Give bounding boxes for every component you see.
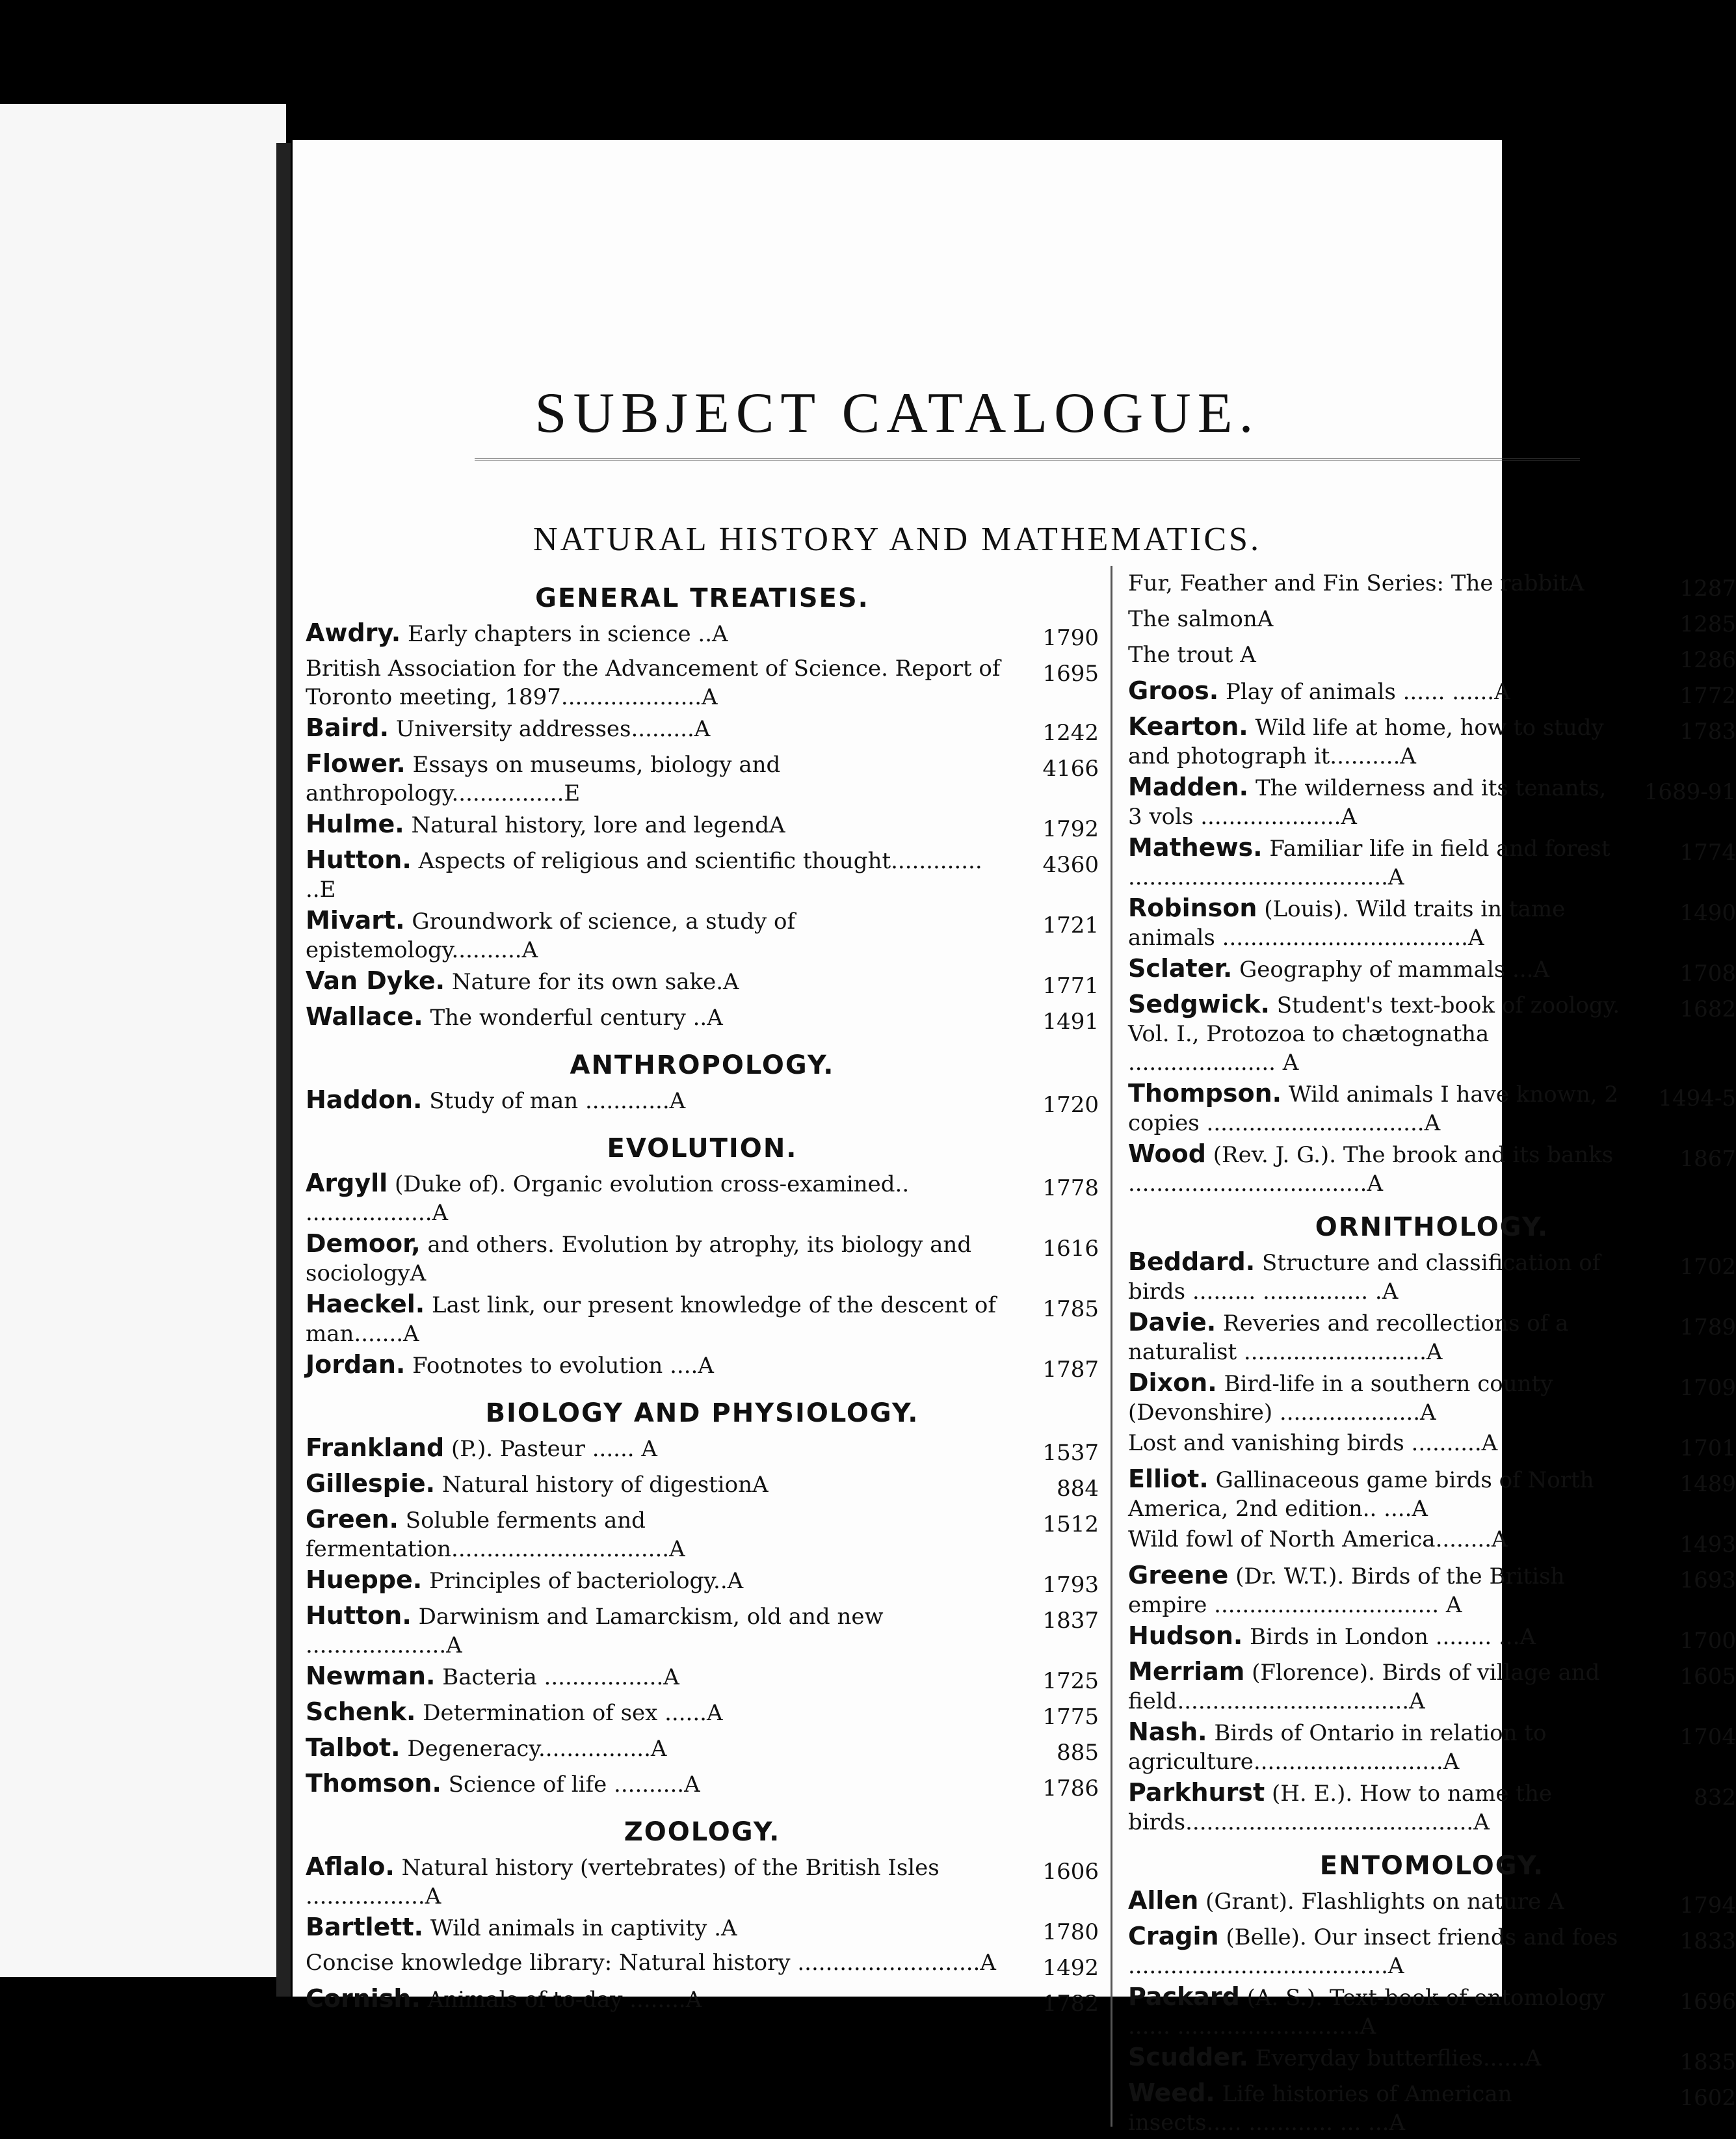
catalogue-entry: [306, 1565, 1099, 1599]
entry-title: Wild animals I have known, 2 copies ...............................A: [1128, 1082, 1619, 1136]
entry-number: 884: [1057, 1476, 1099, 1502]
entry-title: Fur, Feather and Fin Series: The rabbitA: [1128, 570, 1585, 596]
entry-author: Hulme.: [306, 810, 404, 838]
entry-number: 1789: [1679, 1314, 1736, 1340]
entry-number: 1720: [1042, 1092, 1099, 1118]
entry-number: 1606: [1042, 1859, 1099, 1885]
catalogue-entry: [1128, 1308, 1736, 1366]
entry-number: 1786: [1042, 1775, 1099, 1801]
catalogue-entry: [1128, 712, 1736, 771]
entry-author: Van Dyke.: [306, 966, 445, 995]
entry-number: 1772: [1679, 683, 1736, 709]
section-heading: ORNITHOLOGY.: [1315, 1212, 1549, 1242]
entry-title: Gallinaceous game birds of North America, 2nd edition.. ....A: [1128, 1467, 1594, 1522]
catalogue-entry: [1128, 2043, 1736, 2077]
entry-title: Study of man ............A: [429, 1088, 686, 1114]
catalogue-entry: [306, 1350, 1099, 1384]
entry-author: Kearton.: [1128, 712, 1248, 741]
catalogue-entry: [306, 713, 1099, 747]
section-heading: BIOLOGY AND PHYSIOLOGY.: [485, 1398, 919, 1428]
catalogue-entry: [1128, 641, 1736, 674]
entry-number: 1512: [1042, 1511, 1099, 1537]
entry-title: Animals of to-day ........A: [427, 1987, 702, 2013]
entry-title: and others. Evolution by atrophy, its biology and sociologyA: [306, 1232, 972, 1286]
catalogue-entry: [306, 1913, 1099, 1946]
entry-author: Weed.: [1128, 2079, 1215, 2107]
section-heading: ANTHROPOLOGY.: [570, 1050, 835, 1080]
entry-author: Baird.: [306, 713, 389, 742]
catalogue-page: [293, 140, 1736, 2136]
entry-author: Aflalo.: [306, 1852, 395, 1881]
entry-author: Beddard.: [1128, 1247, 1256, 1276]
catalogue-entry: [306, 1505, 1099, 1563]
catalogue-entry: [1128, 1139, 1736, 1198]
entry-title: Darwinism and Lamarckism, old and new ....................A: [306, 1604, 884, 1658]
entry-number: 1775: [1042, 1704, 1099, 1730]
entry-number: 4166: [1042, 756, 1099, 782]
catalogue-entry: [306, 1002, 1099, 1036]
entry-title: Nature for its own sake.A: [451, 969, 739, 995]
entry-title: Lost and vanishing birds ..........A: [1128, 1430, 1498, 1456]
entry-number: 1780: [1042, 1919, 1099, 1945]
catalogue-entry: [1128, 1368, 1736, 1427]
catalogue-entry: [1128, 1922, 1736, 1980]
entry-title: Bird-life in a southern county (Devonshire) ....................A: [1128, 1371, 1553, 1426]
catalogue-entry: [306, 1433, 1099, 1467]
catalogue-entry: [1128, 990, 1736, 1077]
entry-title: Early chapters in science ..A: [408, 621, 728, 647]
catalogue-entry: [1128, 773, 1736, 831]
entry-author: Elliot.: [1128, 1465, 1209, 1493]
entry-number: 1771: [1042, 973, 1099, 999]
entry-author: Cragin: [1128, 1922, 1219, 1950]
catalogue-entry: [306, 1769, 1099, 1803]
entry-title: Degeneracy................A: [407, 1736, 667, 1762]
entry-author: Hutton.: [306, 1601, 412, 1630]
catalogue-entry: [306, 1852, 1099, 1911]
page-title: SUBJECT CATALOGUE.: [534, 382, 1260, 445]
entry-title: British Association for the Advancement of Science. Report of Toronto meeting, 1897....................A: [306, 656, 1001, 710]
entry-author: Cornish.: [306, 1984, 421, 2013]
catalogue-entry: [1128, 1525, 1736, 1559]
entry-title: (Rev. J. G.). The brook and its banks ..................................A: [1128, 1142, 1614, 1197]
catalogue-entry: [1128, 1561, 1736, 1619]
entry-number: 1837: [1042, 1608, 1099, 1634]
entry-author: Nash.: [1128, 1718, 1207, 1746]
entry-number: 1709: [1679, 1375, 1736, 1401]
catalogue-entry: [1128, 833, 1736, 892]
entry-author: Talbot.: [306, 1733, 401, 1762]
entry-number: 1537: [1042, 1440, 1099, 1466]
entry-author: Demoor,: [306, 1229, 421, 1258]
entry-number: 1491: [1042, 1009, 1099, 1035]
entry-title: Play of animals ...... ......A: [1226, 679, 1510, 705]
entry-number: 1492: [1042, 1955, 1099, 1981]
entry-title: Everyday butterflies......A: [1255, 2045, 1542, 2071]
entry-author: Thompson.: [1128, 1079, 1282, 1108]
catalogue-entry: [306, 1984, 1099, 2018]
entry-title: Life histories of American insects..... ............ ... ...A: [1128, 2081, 1512, 2136]
entry-title: Last link, our present knowledge of the descent of man.......A: [306, 1292, 996, 1347]
catalogue-entry: [1128, 605, 1736, 639]
entry-author: Greene: [1128, 1561, 1229, 1589]
entry-author: Scudder.: [1128, 2043, 1248, 2071]
section-heading: ZOOLOGY.: [624, 1817, 781, 1847]
entry-number: 1793: [1042, 1572, 1099, 1598]
entry-author: Hueppe.: [306, 1565, 423, 1594]
catalogue-entry: [1128, 1982, 1736, 2041]
facing-page-edge: [0, 104, 286, 1977]
catalogue-entry: [306, 1229, 1099, 1288]
entry-author: Hudson.: [1128, 1621, 1243, 1650]
catalogue-entry: [306, 906, 1099, 964]
catalogue-entry: [306, 1948, 1099, 1982]
entry-author: Green.: [306, 1505, 399, 1534]
entry-number: 1605: [1679, 1664, 1736, 1690]
entry-title: Wild fowl of North America........A: [1128, 1526, 1508, 1552]
entry-number: 1494-5: [1658, 1085, 1736, 1111]
catalogue-entry: [1128, 1247, 1736, 1306]
binding-spine: [276, 143, 291, 1997]
entry-title: (H. E.). How to name the birds.........................................A: [1128, 1781, 1552, 1835]
entry-number: 1689-91: [1644, 779, 1736, 805]
entry-number: 1287: [1679, 576, 1736, 602]
entry-number: 832: [1694, 1785, 1736, 1811]
catalogue-entry: [1128, 1657, 1736, 1716]
entry-number: 1700: [1679, 1628, 1736, 1654]
entry-title: Science of life ..........A: [448, 1772, 700, 1798]
entry-number: 4360: [1042, 852, 1099, 878]
entry-title: The salmonA: [1128, 606, 1274, 632]
entry-author: Robinson: [1128, 894, 1257, 922]
entry-title: (Belle). Our insect friends and foes .....................................A: [1128, 1924, 1618, 1979]
entry-number: 1787: [1042, 1357, 1099, 1383]
entry-author: Hutton.: [306, 845, 412, 874]
entry-number: 1785: [1042, 1296, 1099, 1322]
entry-title: Bacteria .................A: [442, 1664, 679, 1690]
entry-title: The wilderness and its tenants, 3 vols ....................A: [1128, 775, 1607, 830]
entry-number: 1286: [1679, 647, 1736, 673]
entry-author: Merriam: [1128, 1657, 1245, 1686]
catalogue-entry: [306, 1469, 1099, 1503]
section-heading: GENERAL TREATISES.: [535, 583, 869, 613]
entry-title: (Grant). Flashlights on nature A: [1205, 1889, 1564, 1915]
entry-title: Birds of Ontario in relation to agriculture...........................A: [1128, 1720, 1547, 1775]
entry-number: 1285: [1679, 611, 1736, 637]
section-subtitle: NATURAL HISTORY AND MATHEMATICS.: [533, 521, 1261, 558]
entry-title: Concise knowledge library: Natural history ..........................A: [306, 1950, 996, 1976]
entry-author: Madden.: [1128, 773, 1249, 801]
entry-number: 1693: [1679, 1567, 1736, 1593]
entry-title: Student's text-book of zoology. Vol. I., Protozoa to chætognatha ..................... A: [1128, 992, 1620, 1076]
catalogue-entry: [1128, 676, 1736, 710]
catalogue-entry: [1128, 1465, 1736, 1523]
catalogue-entry: [1128, 1886, 1736, 1920]
entry-author: Sclater.: [1128, 954, 1233, 983]
entry-title: Aspects of religious and scientific thought............. ..E: [306, 848, 982, 903]
entry-number: 1242: [1042, 720, 1099, 746]
entry-title: Essays on museums, biology and anthropology................E: [306, 752, 781, 806]
entry-author: Haeckel.: [306, 1290, 425, 1318]
entry-title: (A. S.). Text-book of entomology ...... ..........................A: [1128, 1985, 1605, 2039]
catalogue-entry: [306, 966, 1099, 1000]
catalogue-entry: [1128, 1079, 1736, 1137]
catalogue-entry: [306, 618, 1099, 652]
entry-title: Natural history, lore and legendA: [411, 812, 785, 838]
entry-number: 1774: [1679, 840, 1736, 866]
entry-author: Argyll: [306, 1169, 388, 1197]
entry-number: 885: [1057, 1740, 1099, 1766]
catalogue-entry: [1128, 954, 1736, 988]
catalogue-entry: [306, 1697, 1099, 1731]
entry-author: Schenk.: [306, 1697, 416, 1726]
entry-author: Groos.: [1128, 676, 1219, 705]
entry-number: 1616: [1042, 1236, 1099, 1262]
entry-title: The trout A: [1128, 642, 1256, 668]
catalogue-entry: [306, 1085, 1099, 1119]
catalogue-entry: [306, 749, 1099, 808]
entry-title: Wild animals in captivity .A: [430, 1915, 737, 1941]
entry-title: (P.). Pasteur ...... A: [451, 1436, 657, 1462]
entry-author: Frankland: [306, 1433, 445, 1462]
entry-title: Birds in London ........ ...A: [1250, 1624, 1536, 1650]
entry-title: Structure and classification of birds ......... ............... .A: [1128, 1250, 1601, 1305]
catalogue-entry: [1128, 1778, 1736, 1837]
entry-number: 1725: [1042, 1668, 1099, 1694]
entry-title: Natural history (vertebrates) of the British Isles .................A: [306, 1855, 940, 1909]
entry-title: (Florence). Birds of village and field.................................A: [1128, 1660, 1600, 1714]
entry-author: Thomson.: [306, 1769, 441, 1798]
catalogue-entry: [306, 1662, 1099, 1695]
entry-author: Davie.: [1128, 1308, 1217, 1336]
left-column: [306, 569, 1099, 2020]
catalogue-entry: [306, 1290, 1099, 1348]
section-heading: EVOLUTION.: [607, 1134, 798, 1163]
entry-author: Packard: [1128, 1982, 1240, 2011]
entry-number: 1695: [1042, 661, 1099, 687]
entry-number: 1835: [1679, 2049, 1736, 2075]
entry-author: Newman.: [306, 1662, 436, 1690]
entry-title: Geography of mammals ...A: [1239, 957, 1550, 983]
entry-title: Soluble ferments and fermentation...............................A: [306, 1508, 685, 1562]
entry-number: 1783: [1679, 719, 1736, 745]
entry-number: 1833: [1679, 1928, 1736, 1954]
entry-title: (Duke of). Organic evolution cross-examined.. ..................A: [306, 1171, 910, 1226]
entry-title: Determination of sex ......A: [423, 1700, 723, 1726]
entry-author: Flower.: [306, 749, 406, 778]
entry-author: Mathews.: [1128, 833, 1263, 862]
column-divider: [1111, 566, 1112, 2127]
entry-number: 1489: [1679, 1471, 1736, 1497]
entry-number: 1490: [1679, 900, 1736, 926]
catalogue-entry: [1128, 1429, 1736, 1463]
entry-title: Reveries and recollections of a naturalist ..........................A: [1128, 1310, 1569, 1365]
entry-author: Dixon.: [1128, 1368, 1217, 1397]
entry-author: Gillespie.: [306, 1469, 436, 1498]
entry-number: 1701: [1679, 1435, 1736, 1461]
entry-author: Bartlett.: [306, 1913, 424, 1941]
entry-title: The wonderful century ..A: [430, 1005, 723, 1031]
catalogue-entry: [306, 845, 1099, 904]
entry-author: Wood: [1128, 1139, 1206, 1168]
catalogue-entry: [306, 1601, 1099, 1660]
entry-number: 1696: [1679, 1989, 1736, 2015]
entry-number: 1782: [1042, 1991, 1099, 2017]
entry-title: Wild life at home, how to study and photograph it..........A: [1128, 715, 1604, 769]
catalogue-entry: [306, 654, 1099, 711]
entry-number: 1721: [1042, 912, 1099, 938]
entry-number: 1794: [1679, 1893, 1736, 1919]
entry-number: 1708: [1679, 961, 1736, 987]
entry-author: Allen: [1128, 1886, 1199, 1915]
entry-title: University addresses.........A: [395, 716, 711, 742]
entry-author: Awdry.: [306, 618, 401, 647]
catalogue-entry: [1128, 569, 1736, 603]
catalogue-entry: [306, 1733, 1099, 1767]
entry-author: Wallace.: [306, 1002, 423, 1031]
right-column: [1128, 569, 1736, 2139]
entry-author: Parkhurst: [1128, 1778, 1265, 1807]
catalogue-entry: [1128, 894, 1736, 952]
catalogue-entry: [1128, 2079, 1736, 2137]
entry-author: Jordan.: [306, 1350, 406, 1379]
entry-title: (Louis). Wild traits in tame animals ...................................A: [1128, 896, 1566, 951]
entry-number: 1493: [1679, 1532, 1736, 1558]
entry-title: Principles of bacteriology..A: [429, 1568, 744, 1594]
entry-number: 1792: [1042, 816, 1099, 842]
entry-author: Haddon.: [306, 1085, 423, 1114]
entry-title: Natural history of digestionA: [441, 1472, 769, 1498]
entry-number: 1704: [1679, 1724, 1736, 1750]
entry-title: Groundwork of science, a study of epistemology..........A: [306, 909, 796, 963]
entry-number: 1602: [1679, 2085, 1736, 2111]
catalogue-entry: [1128, 1718, 1736, 1776]
entry-title: Footnotes to evolution ....A: [412, 1353, 714, 1379]
entry-title: Familiar life in field and forest .....................................A: [1128, 836, 1611, 890]
catalogue-entry: [306, 1169, 1099, 1227]
entry-title: (Dr. W.T.). Birds of the British empire ................................ A: [1128, 1563, 1565, 1618]
catalogue-entry: [1128, 1621, 1736, 1655]
entry-number: 1702: [1679, 1254, 1736, 1280]
title-rule: [475, 458, 1580, 460]
entry-number: 1867: [1679, 1146, 1736, 1172]
entry-number: 1778: [1042, 1175, 1099, 1201]
entry-number: 1790: [1042, 625, 1099, 651]
catalogue-entry: [306, 810, 1099, 844]
entry-author: Sedgwick.: [1128, 990, 1270, 1018]
section-heading: ENTOMOLOGY.: [1319, 1851, 1545, 1881]
entry-author: Mivart.: [306, 906, 405, 935]
entry-number: 1682: [1679, 996, 1736, 1022]
